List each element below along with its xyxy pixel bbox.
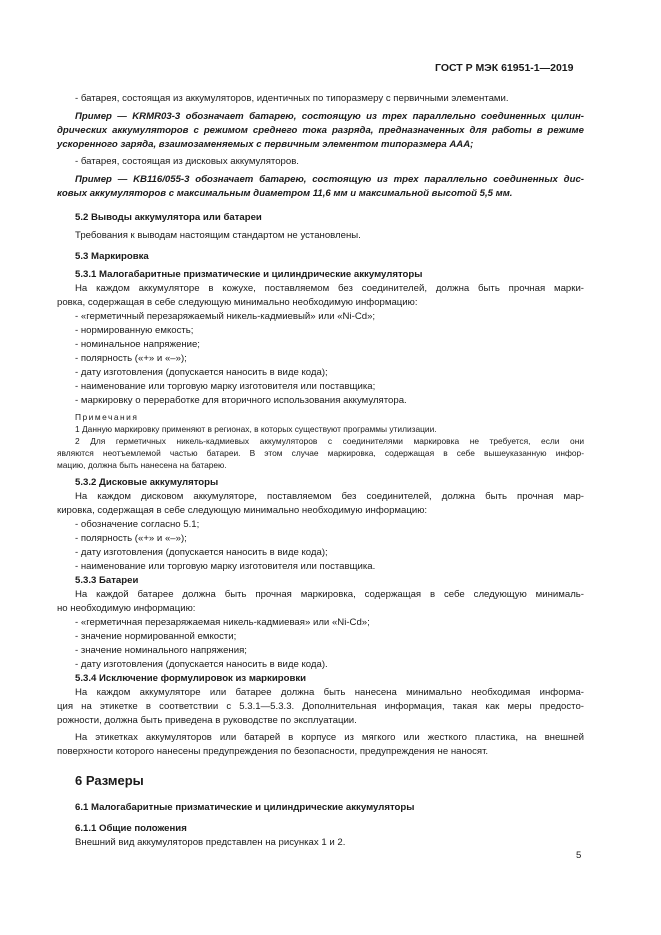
section-5-3-1-title: 5.3.1 Малогабаритные призматические и цилиндрические аккумуляторы [75,269,423,280]
list-item: - значение номинального напряжения; [75,645,247,656]
section-6-1-1-title: 6.1.1 Общие положения [75,823,187,834]
section-5-3-4-p1-line-2: ция на этикетке в соответствии с 5.3.1—5.3.3. Дополнительная информация, такая как меры предосто- [57,701,584,712]
section-5-3-4-title: 5.3.4 Исключение формулировок из маркировки [75,673,307,684]
section-5-3-2-title: 5.3.2 Дисковые аккумуляторы [75,477,219,488]
example-2-line-2: ковых аккумуляторов с максимальным диаметром 11,6 мм и максимальной высотой 5,5 мм. [57,188,513,199]
page-number: 5 [576,850,582,861]
note-1: 1 Данную маркировку применяют в регионах, в которых существуют программы утилизации. [75,424,437,434]
list-item: - полярность («+» и «–»); [75,533,187,544]
section-5-3-1-line-1: На каждом аккумуляторе в кожухе, поставляемом без соединителей, должна быть прочная марки- [75,283,584,294]
list-item: - номинальное напряжение; [75,339,200,350]
section-5-3-2-line-1: На каждом дисковом аккумуляторе, поставляемом без соединителей, должна быть прочная мар- [75,491,584,502]
note-2-line-2: являются неотъемлемой частью батареи. В этом случае маркировка, содержащая в себе вышеуказанную инфор- [57,448,584,458]
list-item: - маркировку о переработке для вторичного использования аккумулятора. [75,395,407,406]
section-6-1-1-text: Внешний вид аккумуляторов представлен на рисунках 1 и 2. [75,837,346,848]
section-5-2-title: 5.2 Выводы аккумулятора или батареи [75,212,262,223]
list-item-battery-disk: - батарея, состоящая из дисковых аккумуляторов. [75,156,299,167]
list-item: - наименование или торговую марку изготовителя или поставщика. [75,561,376,572]
section-5-3-2-line-2: кировка, содержащая в себе следующую минимально необходимую информацию: [57,505,428,516]
example-2-line-1: Пример — KB116/055-3 обозначает батарею, состоящую из трех параллельно соединенных дис- [75,174,584,185]
list-item: - дату изготовления (допускается наносить в виде кода); [75,367,328,378]
list-item: - «герметичный перезаряжаемый никель-кадмиевый» или «Ni-Cd»; [75,311,376,322]
note-2-line-1: 2 Для герметичных никель-кадмиевых аккумуляторов с соединителями маркировка не требуется, если они [75,436,584,446]
section-5-3-4-p1-line-1: На каждом аккумуляторе или батарее должна быть нанесена минимально необходимая информа- [75,687,584,698]
list-item: - полярность («+» и «–»); [75,353,187,364]
list-item-battery-primary: - батарея, состоящая из аккумуляторов, идентичных по типоразмеру с первичными элементами. [75,93,509,104]
notes-title: Примечания [75,412,139,422]
list-item: - дату изготовления (допускается наносить в виде кода); [75,547,328,558]
list-item: - наименование или торговую марку изготовителя или поставщика; [75,381,376,392]
example-1-line-2: дрических аккумуляторов с режимом среднего тока разряда, предназначенных для работы в режиме [57,125,584,136]
example-1-line-3: ускоренного заряда, взаимозаменяемых с первичным элементом типоразмера AAA; [57,139,474,150]
section-5-3-1-line-2: ровка, содержащая в себе следующую минимально необходимую информацию: [57,297,418,308]
section-5-3-4-p2-line-1: На этикетках аккумуляторов или батарей в корпусе из мягкого или жесткого пластика, на внешней [75,732,584,743]
list-item: - нормированную емкость; [75,325,194,336]
note-2-line-3: мацию, должна быть нанесена на батарею. [57,460,227,470]
section-5-3-title: 5.3 Маркировка [75,251,149,262]
section-5-3-3-line-1: На каждой батарее должна быть прочная маркировка, содержащая в себе следующую минималь- [75,589,584,600]
section-5-3-4-p1-line-3: рожности, должна быть приведена в руководстве по эксплуатации. [57,715,357,726]
list-item: - «герметичная перезаряжаемая никель-кадмиевая» или «Ni-Cd»; [75,617,370,628]
list-item: - дату изготовления (допускается наносить в виде кода). [75,659,328,670]
section-5-3-4-p2-line-2: поверхности которого нанесены предупреждения по безопасности, предупреждения не наносят. [57,746,489,757]
list-item: - значение нормированной емкости; [75,631,237,642]
section-6-title: 6 Размеры [75,773,144,788]
section-6-1-title: 6.1 Малогабаритные призматические и цилиндрические аккумуляторы [75,802,415,813]
example-1-line-1: Пример — KRMR03-3 обозначает батарею, состоящую из трех параллельно соединенных цилин- [75,111,584,122]
document-header: ГОСТ Р МЭК 61951-1—2019 [435,62,574,74]
list-item: - обозначение согласно 5.1; [75,519,200,530]
section-5-3-3-line-2: но необходимую информацию: [57,603,196,614]
section-5-3-3-title: 5.3.3 Батареи [75,575,139,586]
section-5-2-text: Требования к выводам настоящим стандартом не установлены. [75,230,361,241]
